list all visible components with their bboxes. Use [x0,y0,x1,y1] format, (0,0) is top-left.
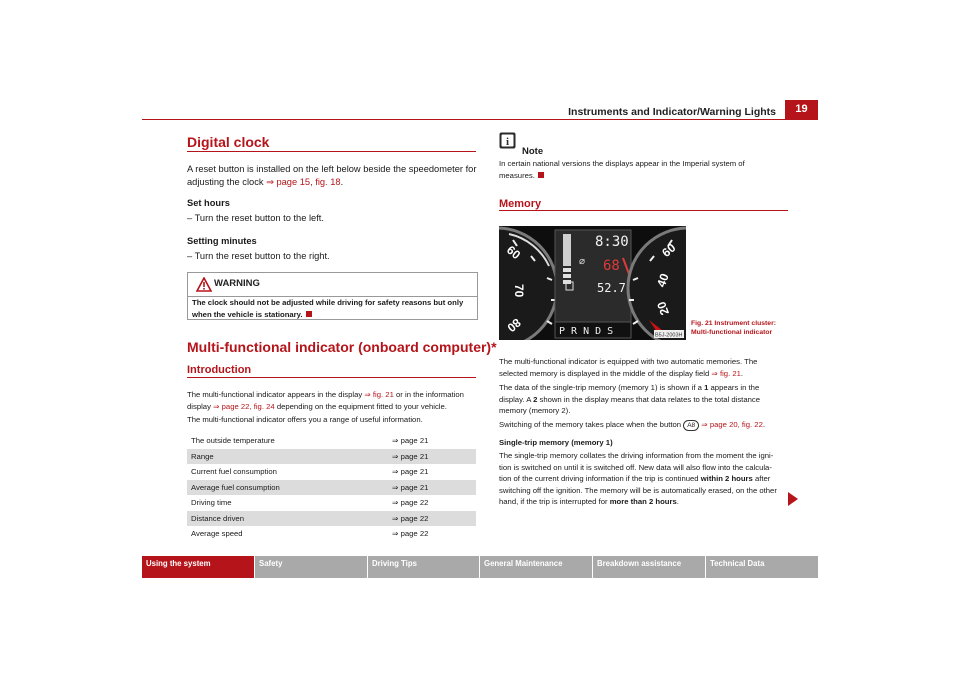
warning-triangle-icon [196,277,212,292]
text-line: A reset button is installed on the left below beside the speedometer for [187,164,477,174]
footer-nav [142,556,818,578]
display-speed: 68 [603,258,620,274]
tab-driving-tips[interactable]: Driving Tips [372,559,417,568]
info-table [187,433,476,542]
page-link[interactable]: ⇒ page 15, fig. 18 [266,177,341,187]
table-cell-ref: ⇒ page 22 [388,511,476,527]
tab-safety[interactable]: Safety [259,559,283,568]
digital-clock-heading: Digital clock [187,134,270,150]
table-cell-ref: ⇒ page 21 [392,467,429,477]
gauge-right-label: 20 [654,299,672,317]
tab-general-maintenance[interactable]: General Maintenance [484,559,563,568]
display-time: 8:30 [595,234,629,250]
svg-text:i: i [505,136,510,148]
figure-caption: Fig. 21 Instrument cluster: Multi-functional indicator [691,320,776,336]
warning-text: The clock should not be adjusted while driving for safety reasons but only when the vehicle is stationary. [192,298,464,319]
table-cell-ref: ⇒ page 21 [388,449,476,465]
table-cell-ref: ⇒ page 22 [392,498,429,508]
table-cell-label: Driving time [191,498,232,508]
text-line: adjusting the clock ⇒ page 15, fig. 18. [187,177,344,187]
table-cell-label: Current fuel consumption [191,467,277,477]
continue-arrow-icon[interactable] [788,492,798,506]
page-number: 19 [785,100,818,119]
mfi-paragraph-2: The multi-functional indicator offers you a range of useful information. [187,415,423,424]
memory-paragraph-1: The multi-functional indicator is equipped with two automatic memories. The selected memory is displayed in the middle of the display field ⇒ fig. 21. [499,357,758,378]
gauge-right-label: 40 [654,271,672,289]
warning-title: WARNING [214,278,260,289]
table-cell-label: Distance driven [187,511,388,527]
page-link[interactable]: ⇒ page 20, fig. 22 [701,420,763,429]
set-minutes-heading: Setting minutes [187,236,257,246]
figure-code: B5J-2003H [655,332,683,339]
introduction-heading: Introduction [187,364,252,376]
svg-text:⌀: ⌀ [579,256,586,267]
table-row [187,511,476,527]
table-row [187,464,476,480]
button-a8-symbol: A8 [683,420,699,431]
table-cell-label: Average speed [191,529,243,539]
table-row [187,433,476,449]
note-icon [499,132,516,149]
gauge-left-label: 80 [504,315,524,335]
table-cell-ref: ⇒ page 22 [392,529,429,539]
instrument-cluster-figure [499,226,686,340]
fig-link[interactable]: ⇒ fig. 21 [364,390,394,399]
mfi-paragraph-1: The multi-functional indicator appears in the display ⇒ fig. 21 or in the information display ⇒ page 22, fig. 24 depending on the equipment fitted to your vehicle. [187,390,464,411]
table-row [187,495,476,511]
section-rule [187,377,476,378]
gauge-right-label: 60 [659,240,679,260]
gauge-left-label: 60 [503,242,524,263]
table-cell-label: Average fuel consumption [187,480,388,496]
fig-link[interactable]: ⇒ fig. 21 [711,368,741,378]
section-rule [187,151,476,152]
warning-box [187,272,478,320]
table-cell-label: The outside temperature [191,436,275,446]
memory-paragraph-2: The data of the single-trip memory (memory 1) is shown if a 1 appears in the display. A 2 shown in the display means that data relates to the total distance memory (memory 2). [499,383,760,415]
tab-using-the-system[interactable]: Using the system [142,556,254,578]
table-cell-ref: ⇒ page 21 [392,436,429,446]
single-trip-heading: Single-trip memory (memory 1) [499,438,613,447]
stop-square-icon [306,311,312,317]
page-link[interactable]: ⇒ page 22, fig. 24 [213,401,275,411]
table-row [187,526,476,542]
display-odo: 52.7 [597,281,626,295]
display-gears: P R N D S [559,326,614,337]
instrument-cluster-graphic [499,226,686,340]
memory-paragraph-4: The single-trip memory collates the driving information from the moment the igni- tion is switched on until it is switched off. New data will also flow into the calcula- tion of the current driving information if the trip is continued within 2 hours after switching off the ignition. The memory will be is automatically erased, on the other hand, if the trip is interrupted for more than 2 hours. [499,451,777,506]
digital-clock-paragraph [187,163,482,189]
memory-heading: Memory [499,198,542,210]
set-hours-step: – Turn the reset button to the left. [187,213,324,223]
memory-paragraph-3: Switching of the memory takes place when the button A8 ⇒ page 20, fig. 22. [499,420,766,429]
table-cell-label: Range [187,449,388,465]
mfi-heading: Multi-functional indicator (onboard computer)* [187,339,497,355]
tab-technical-data[interactable]: Technical Data [710,559,765,568]
tab-breakdown-assistance[interactable]: Breakdown assistance [597,559,682,568]
gauge-left-label: 70 [512,284,526,298]
section-rule [499,210,788,211]
header-rule [142,119,818,120]
set-minutes-step: – Turn the reset button to the right. [187,251,330,261]
stop-square-icon [538,172,544,178]
table-row [187,449,476,465]
set-hours-heading: Set hours [187,198,230,208]
table-row [187,480,476,496]
note-title: Note [522,146,544,157]
running-header: Instruments and Indicator/Warning Lights [568,106,776,118]
table-cell-ref: ⇒ page 21 [388,480,476,496]
note-text: In certain national versions the displays appear in the Imperial system of measures. [499,159,745,180]
